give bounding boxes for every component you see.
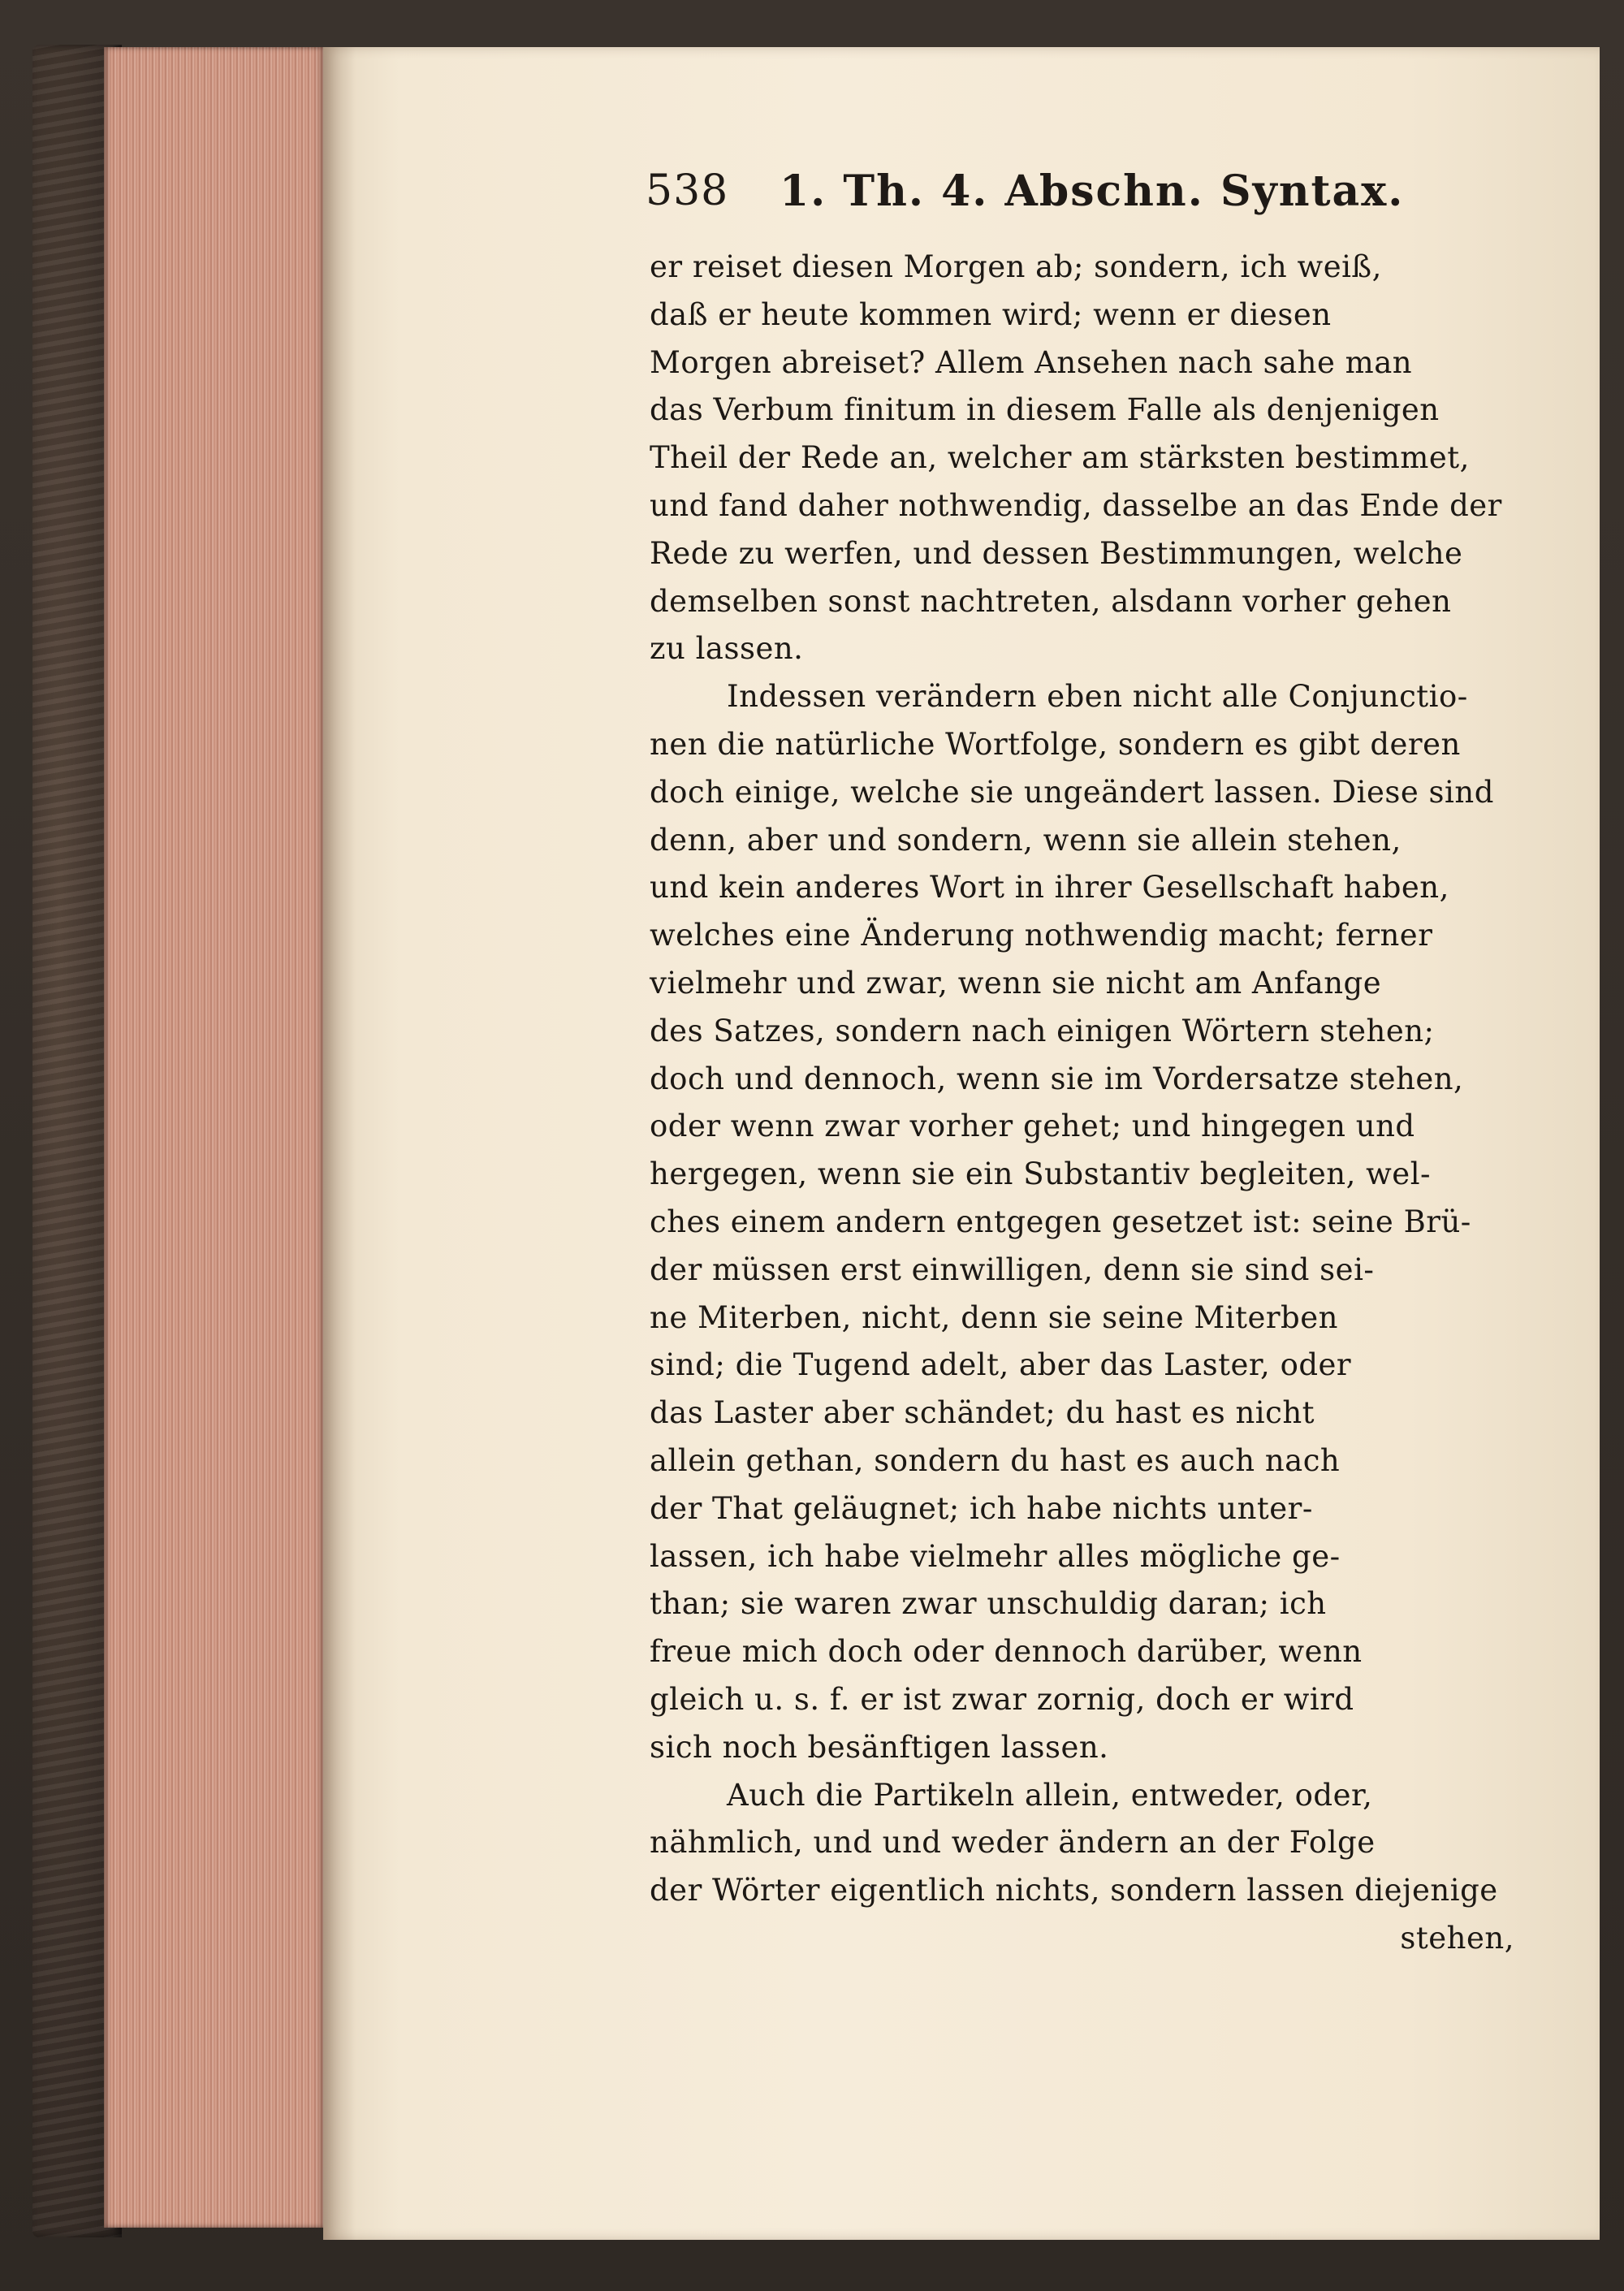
body-text — [650, 244, 1514, 1963]
text-line: der müssen erst einwilligen, denn sie sind sei- — [650, 1251, 1375, 1287]
text-line: und kein anderes Wort in ihrer Gesellschaft haben, — [650, 870, 1449, 906]
text-line: Indessen verändern eben nicht alle Conjunctio- — [727, 679, 1468, 715]
text-line: welches eine Änderung nothwendig macht; ferner — [650, 918, 1433, 953]
text-line: freue mich doch oder dennoch darüber, wenn — [650, 1634, 1363, 1670]
text-line: doch einige, welche sie ungeändert lassen. Diese sind — [650, 774, 1494, 810]
text-line: das Laster aber schändet; du hast es nicht — [650, 1395, 1315, 1431]
text-line: ne Miterben, nicht, denn sie seine Miterben — [650, 1299, 1338, 1335]
text-line: demselben sonst nachtreten, alsdann vorher gehen — [650, 583, 1452, 619]
text-line: denn, aber und sondern, wenn sie allein stehen, — [650, 822, 1402, 858]
text-line: des Satzes, sondern nach einigen Wörtern stehen; — [650, 1013, 1435, 1048]
text-line: ches einem andern entgegen gesetzet ist: seine Brü- — [650, 1204, 1471, 1239]
text-line: Auch die Partikeln allein, entweder, oder, — [727, 1777, 1373, 1813]
text-line: sich noch besänftigen lassen. — [650, 1729, 1109, 1765]
text-line: Rede zu werfen, und dessen Bestimmungen, welche — [650, 535, 1463, 571]
text-line: sind; die Tugend adelt, aber das Laster, oder — [650, 1347, 1352, 1383]
text-line: und fand daher nothwendig, dasselbe an das Ende der — [650, 487, 1502, 523]
text-line: der Wörter eigentlich nichts, sondern lassen diejenige — [650, 1873, 1498, 1908]
text-line: oder wenn zwar vorher gehet; und hingegen und — [650, 1109, 1415, 1144]
text-line: vielmehr und zwar, wenn sie nicht am Anfange — [650, 965, 1382, 1001]
running-title: 1. Th. 4. Abschn. Syntax. — [780, 166, 1405, 216]
text-line: allein gethan, sondern du hast es auch nach — [650, 1442, 1341, 1478]
gutter-shadow — [323, 47, 356, 2240]
page-edges — [104, 47, 323, 2228]
text-line: der That geläugnet; ich habe nichts unter- — [650, 1490, 1313, 1526]
text-line: er reiset diesen Morgen ab; sondern, ich weiß, — [650, 249, 1382, 284]
page-number: 538 — [646, 166, 729, 215]
text-line: than; sie waren zwar unschuldig daran; ich — [650, 1586, 1327, 1622]
running-head — [646, 166, 1555, 223]
text-line: Morgen abreiset? Allem Ansehen nach sahe man — [650, 344, 1413, 380]
text-line: nen die natürliche Wortfolge, sondern es gibt deren — [650, 726, 1461, 762]
text-line: das Verbum finitum in diesem Falle als denjenigen — [650, 392, 1440, 428]
text-line: lassen, ich habe vielmehr alles mögliche ge- — [650, 1538, 1341, 1574]
text-line: doch und dennoch, wenn sie im Vordersatze stehen, — [650, 1061, 1464, 1096]
text-line: Theil der Rede an, welcher am stärksten bestimmet, — [650, 440, 1470, 476]
text-line: hergegen, wenn sie ein Substantiv begleiten, wel- — [650, 1156, 1432, 1192]
text-line: nähmlich, und und weder ändern an der Folge — [650, 1825, 1376, 1861]
text-line: gleich u. s. f. er ist zwar zornig, doch er wird — [650, 1681, 1354, 1717]
catchword: stehen, — [1400, 1920, 1514, 1956]
text-line: daß er heute kommen wird; wenn er diesen — [650, 296, 1332, 332]
text-line: zu lassen. — [650, 631, 804, 667]
